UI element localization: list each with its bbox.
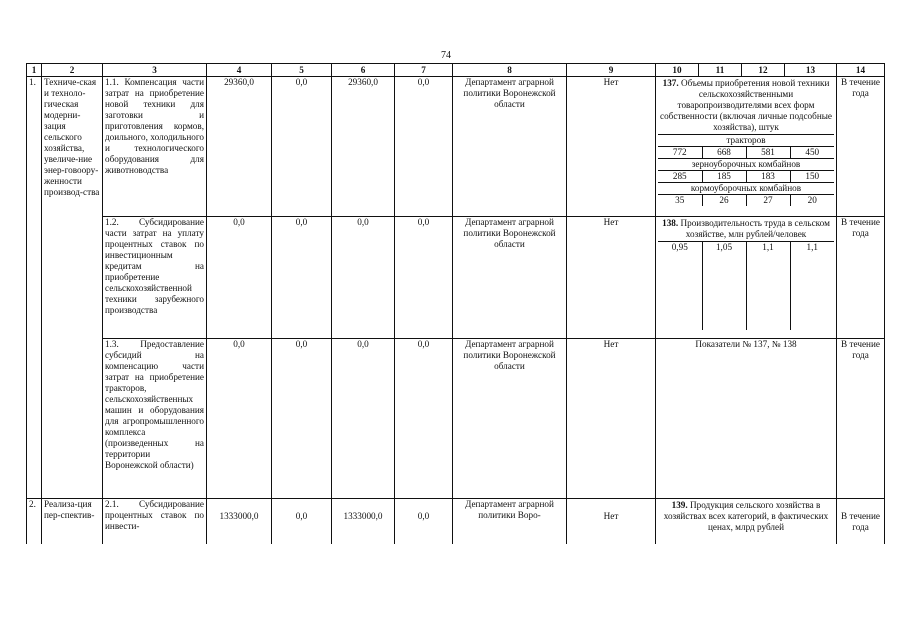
col-header: 10 — [656, 64, 699, 77]
indicator-title — [658, 77, 834, 134]
term-cell: В течение года — [837, 499, 885, 559]
col-header: 14 — [837, 64, 885, 77]
value-cell: 0,0 — [395, 339, 453, 499]
col-header: 7 — [395, 64, 453, 77]
indicator-137 — [656, 77, 837, 217]
col-header: 9 — [567, 64, 656, 77]
value-cell: 0,0 — [395, 217, 453, 339]
indicator-value: 183 — [746, 171, 790, 183]
indicator-number: 137. — [662, 78, 679, 88]
term-cell: В течение года — [837, 77, 885, 217]
document-table — [26, 63, 885, 559]
col-header: 3 — [103, 64, 207, 77]
measure-text: 2.1. Субсидирование процентных ставок по инвести- — [103, 499, 207, 559]
value-cell: 1333000,0 — [332, 499, 395, 559]
col-header: 13 — [785, 64, 837, 77]
executor: Департамент аграрной политики Воронежской области — [453, 77, 567, 217]
indicator-value: 150 — [790, 171, 834, 183]
indicator-number: 139. — [671, 500, 688, 510]
indicator-value: 20 — [790, 195, 834, 207]
table-row — [27, 339, 885, 499]
indicator-value: 35 — [658, 195, 702, 207]
indicator-value: 450 — [790, 147, 834, 159]
col-header: 12 — [742, 64, 785, 77]
activity-name: Техниче-ская и техноло-гическая модерни-зация сельского хозяйства, увеличе-ние энер-говоору-женности производ-ства — [42, 77, 103, 499]
term-cell: В течение года — [837, 217, 885, 339]
col-header: 11 — [699, 64, 742, 77]
group-label: кормоуборочных комбайнов — [658, 183, 834, 195]
value-cell: 0,0 — [395, 77, 453, 217]
column-numbers-row — [27, 64, 885, 77]
executor: Департамент аграрной политики Воро- — [453, 499, 567, 559]
row-number: 2. — [27, 499, 42, 559]
indicator-title — [658, 499, 834, 534]
value-cell: 0,0 — [395, 499, 453, 559]
indicator-value: 1,1 — [746, 242, 790, 330]
indicator-value: 185 — [702, 171, 746, 183]
indicator-138 — [656, 217, 837, 339]
value-cell: 0,0 — [272, 217, 332, 339]
table-row — [27, 217, 885, 339]
value-cell: 0,0 — [272, 339, 332, 499]
indicator-value: 27 — [746, 195, 790, 207]
value-cell: 0,0 — [207, 217, 272, 339]
indicator-value: 26 — [702, 195, 746, 207]
col-header: 2 — [42, 64, 103, 77]
indicator-number: 138. — [662, 218, 679, 228]
column-9-value: Нет — [567, 339, 656, 499]
value-cell: 29360,0 — [332, 77, 395, 217]
value-cell: 0,0 — [332, 217, 395, 339]
col-header: 4 — [207, 64, 272, 77]
col-header: 8 — [453, 64, 567, 77]
row-number: 1. — [27, 77, 42, 499]
group-label: тракторов — [658, 135, 834, 147]
measure-text: 1.1. Компенсация части затрат на приобретение новой техники для заготовки и приготовления кормов, доильного, холодильного и технологического оборудования для животноводства — [103, 77, 207, 217]
col-header: 5 — [272, 64, 332, 77]
indicator-value: 1,05 — [702, 242, 746, 330]
indicator-values — [658, 241, 834, 330]
column-9-value: Нет — [567, 77, 656, 217]
indicator-text: Продукция сельского хозяйства в хозяйствах всех категорий, в фактических ценах, млрд рублей — [663, 500, 829, 532]
executor: Департамент аграрной политики Воронежской области — [453, 339, 567, 499]
term-cell: В течение года — [837, 339, 885, 499]
page-number: 74 — [441, 50, 451, 61]
indicators-reference: Показатели № 137, № 138 — [656, 339, 837, 499]
indicator-value: 772 — [658, 147, 702, 159]
column-9-value: Нет — [567, 217, 656, 339]
value-cell: 0,0 — [332, 339, 395, 499]
indicator-value: 581 — [746, 147, 790, 159]
column-9-value: Нет — [567, 499, 656, 559]
measure-text: 1.3. Предоставление субсидий на компенсацию части затрат на приобретение тракторов, сельскохозяйственных машин и оборудования для агропромышленного комплекса (произведенных на территории Воронежской области) — [103, 339, 207, 499]
table-row — [27, 77, 885, 217]
activity-name: Реализа-ция пер-спектив- — [42, 499, 103, 559]
value-cell: 1333000,0 — [207, 499, 272, 559]
indicator-value: 668 — [702, 147, 746, 159]
col-header: 1 — [27, 64, 42, 77]
value-cell: 0,0 — [207, 339, 272, 499]
indicator-text: Объемы приобретения новой техники сельскохозяйственными товаропроизводителями всех форм собственности (включая личные подсобные хозяйства), штук — [660, 78, 832, 132]
indicator-value: 285 — [658, 171, 702, 183]
value-cell: 0,0 — [272, 499, 332, 559]
value-cell: 29360,0 — [207, 77, 272, 217]
indicator-values — [658, 134, 834, 206]
page-bottom-margin — [0, 544, 905, 640]
value-cell: 0,0 — [272, 77, 332, 217]
indicator-title — [658, 217, 834, 241]
group-label: зерноуборочных комбайнов — [658, 159, 834, 171]
indicator-text: Производительность труда в сельском хозяйстве, млн рублей/человек — [680, 218, 830, 239]
col-header: 6 — [332, 64, 395, 77]
indicator-value: 1,1 — [790, 242, 834, 330]
indicator-value: 0,95 — [658, 242, 702, 330]
executor: Департамент аграрной политики Воронежской области — [453, 217, 567, 339]
measure-text: 1.2. Субсидирование части затрат на уплату процентных ставок по инвестиционным кредитам на приобретение сельскохозяйственной техники зарубежного производства — [103, 217, 207, 339]
